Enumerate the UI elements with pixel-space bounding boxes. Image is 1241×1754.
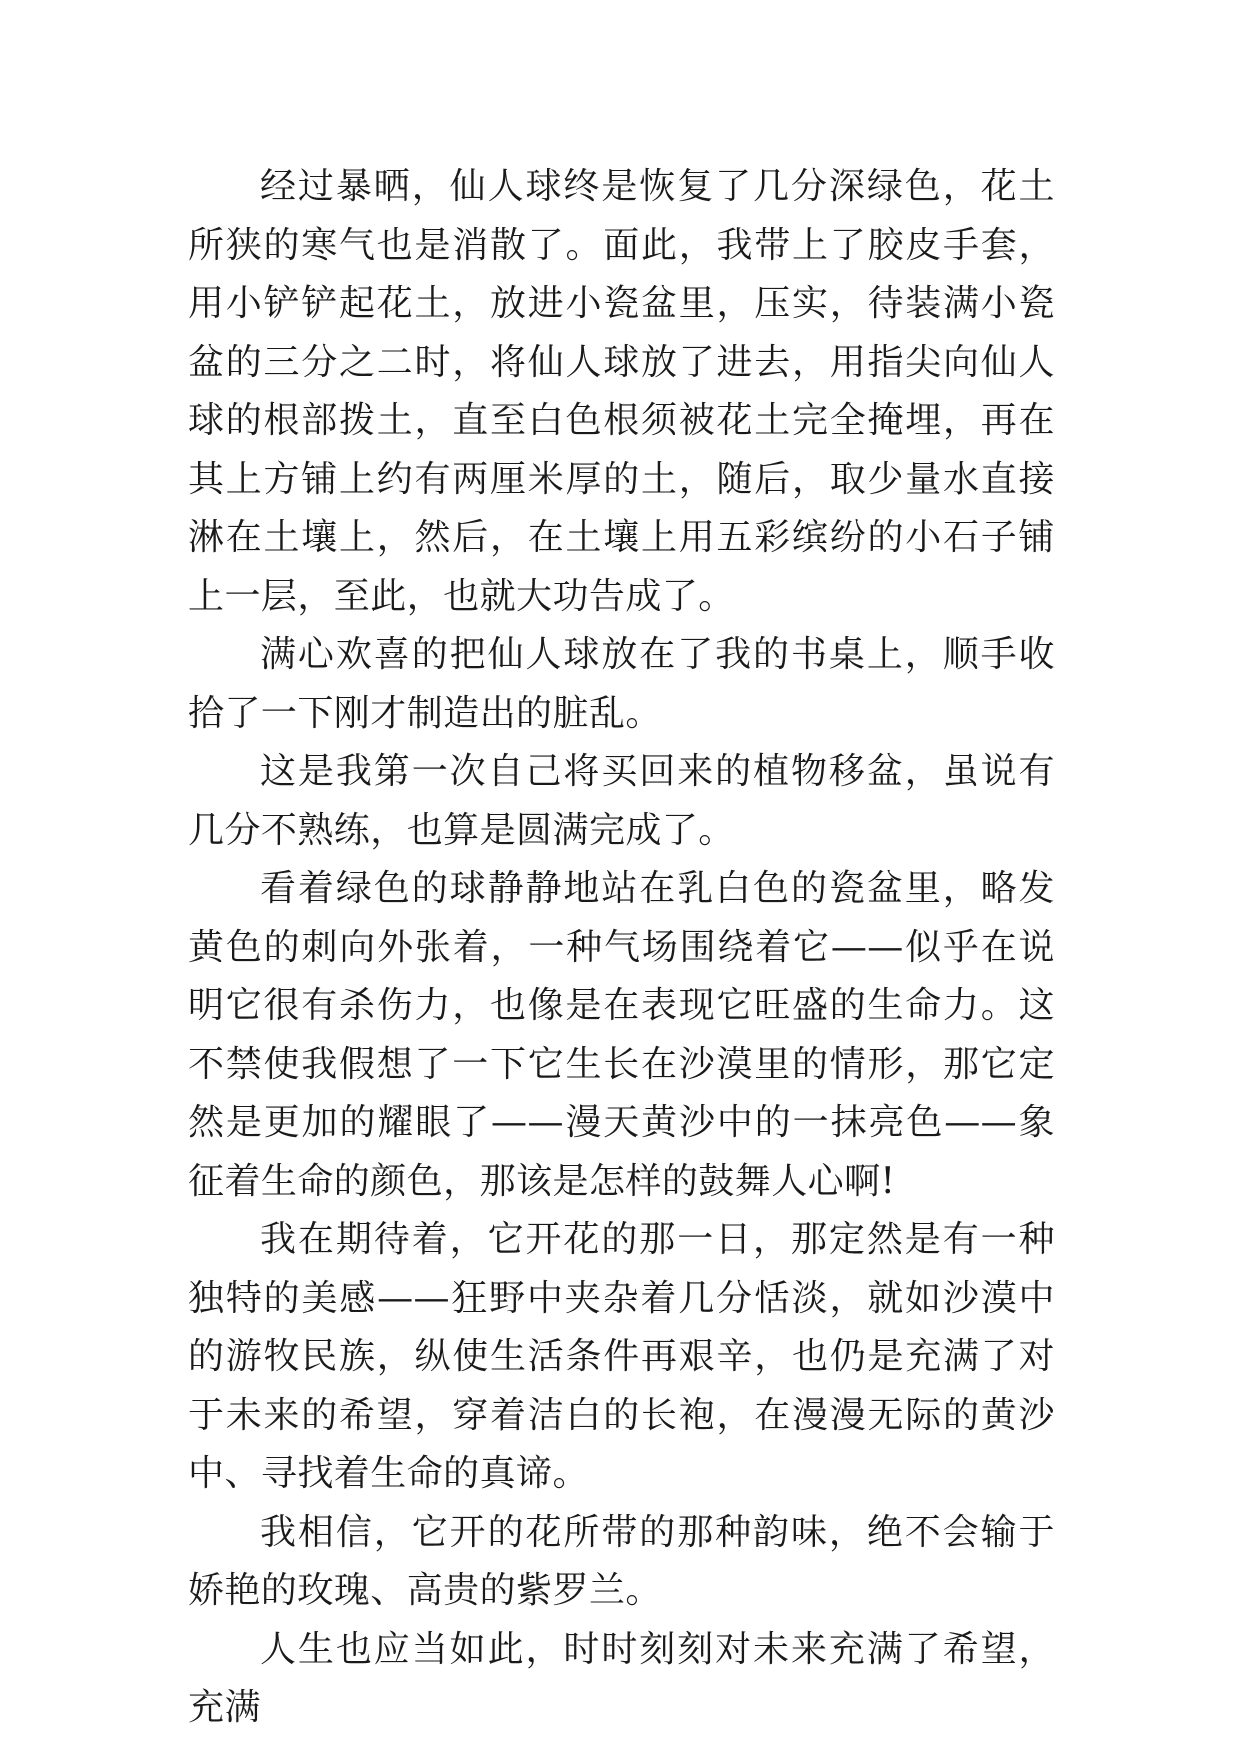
paragraph-2: 满心欢喜的把仙人球放在了我的书桌上，顺手收拾了一下刚才制造出的脏乱。: [188, 634, 1055, 734]
paragraph-3: 这是我第一次自己将买回来的植物移盆，虽说有几分不熟练，也算是圆满完成了。: [188, 751, 1055, 851]
paragraph-7: 人生也应当如此，时时刻刻对未来充满了希望，充满: [188, 1628, 1055, 1728]
paragraph-1: 经过暴晒，仙人球终是恢复了几分深绿色，花土所狭的寒气也是消散了。面此，我带上了胶皮手套，用小铲铲起花土，放进小瓷盆里，压实，待装满小瓷盆的三分之二时，将仙人球放了进去，用指尖向仙人球的根部拨土，直至白色根须被花土完全掩埋，再在其上方铺上约有两厘米厚的土，随后，取少量水直接淋在土壤上，然后，在土壤上用五彩缤纷的小石子铺上一层，至此，也就大功告成了。: [188, 166, 1055, 617]
paragraph-5: 我在期待着，它开花的那一日，那定然是有一种独特的美感——狂野中夹杂着几分恬淡，就如沙漠中的游牧民族，纵使生活条件再艰辛，也仍是充满了对于未来的希望，穿着洁白的长袍，在漫漫无际的黄沙中、寻找着生命的真谛。: [188, 1219, 1055, 1494]
paragraph-4: 看着绿色的球静静地站在乳白色的瓷盆里，略发黄色的刺向外张着，一种气场围绕着它——似乎在说明它很有杀伤力，也像是在表现它旺盛的生命力。这不禁使我假想了一下它生长在沙漠里的情形，那它定然是更加的耀眼了——漫天黄沙中的一抹亮色——象征着生命的颜色，那该是怎样的鼓舞人心啊!: [188, 868, 1055, 1202]
paragraph-6: 我相信，它开的花所带的那种韵味，绝不会输于娇艳的玫瑰、高贵的紫罗兰。: [188, 1511, 1055, 1611]
article-body: [188, 158, 1055, 1738]
